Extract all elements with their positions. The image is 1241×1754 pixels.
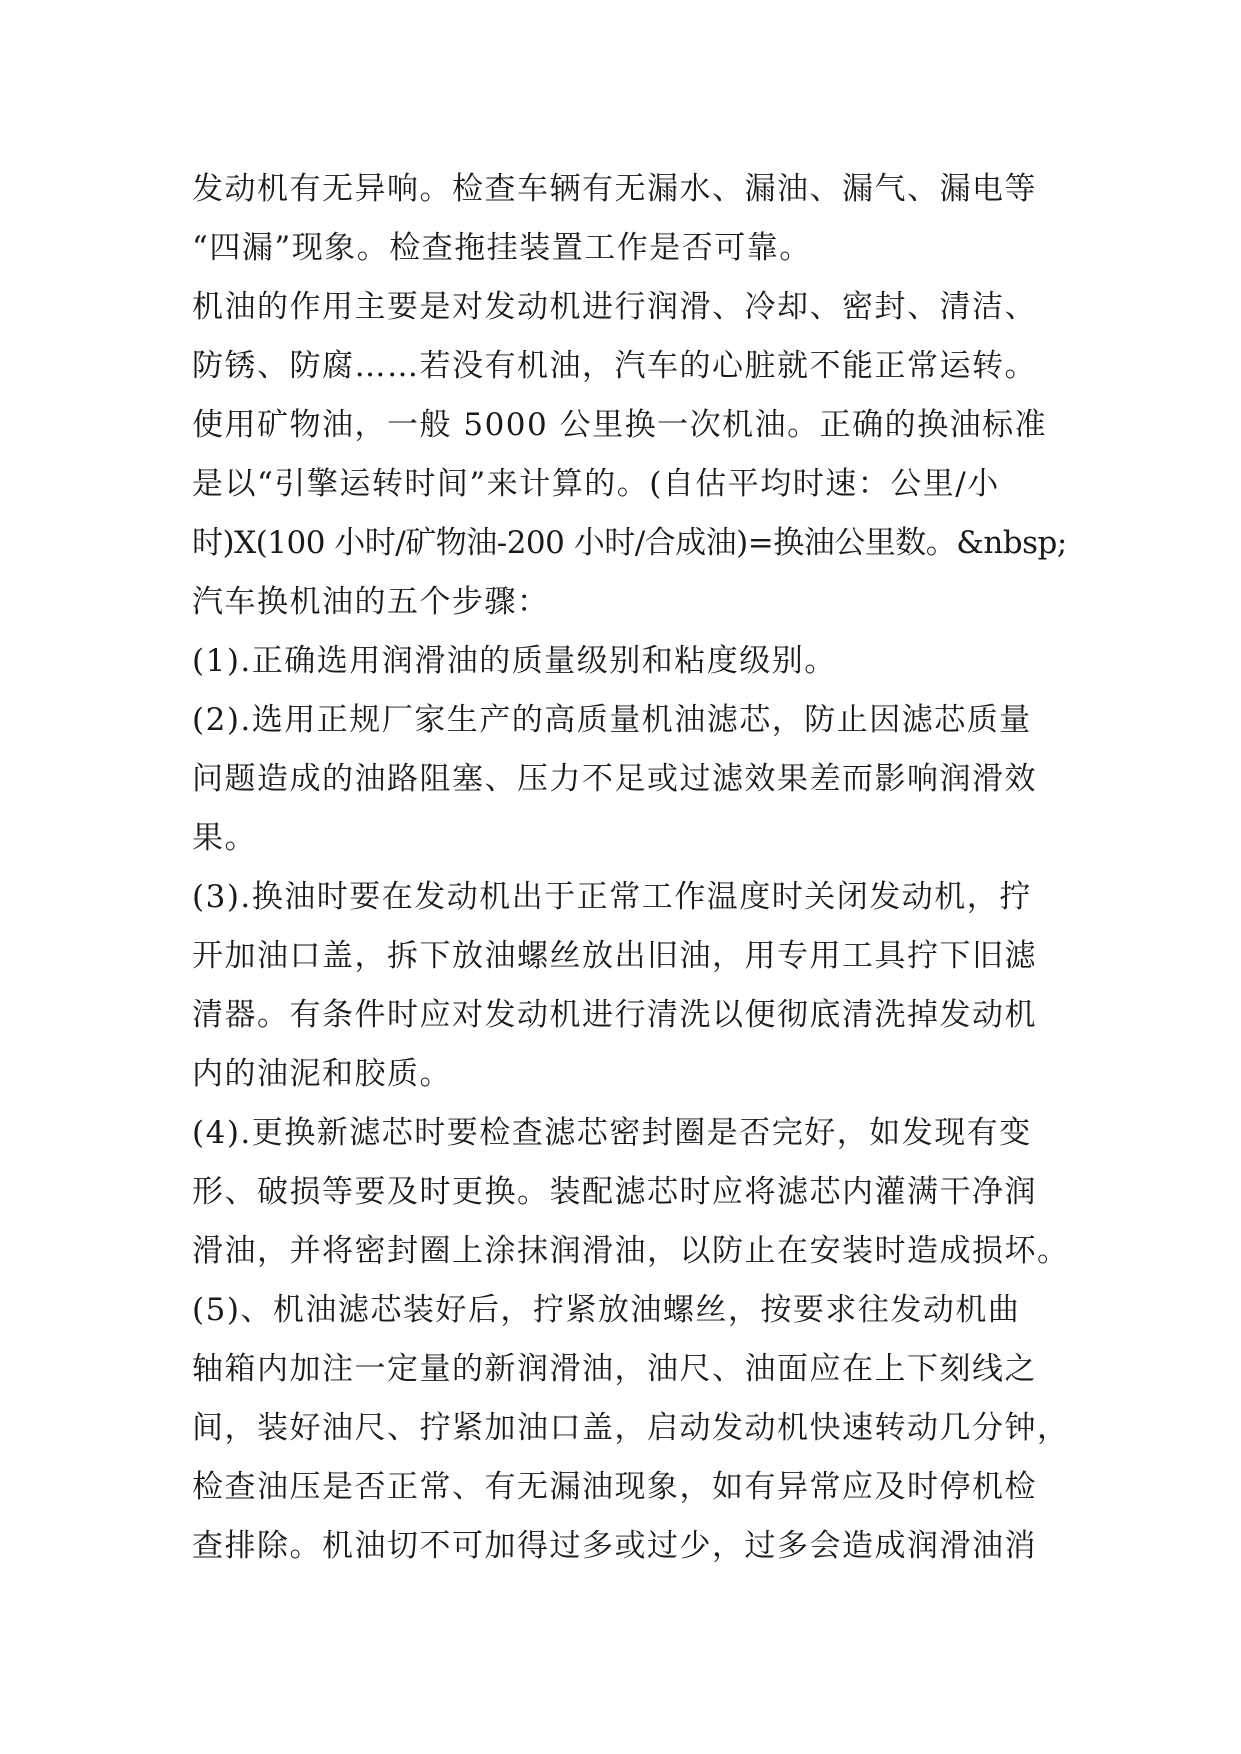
text-line: 开加油口盖，拆下放油螺丝放出旧油，用专用工具拧下旧滤	[192, 938, 1037, 974]
text-line: (2).选用正规厂家生产的高质量机油滤芯，防止因滤芯质量	[192, 702, 1032, 738]
text-line: 滑油，并将密封圈上涂抹润滑油，以防止在安装时造成损坏。	[192, 1233, 1070, 1269]
text-line: 机油的作用主要是对发动机进行润滑、冷却、密封、清洁、	[192, 289, 1037, 325]
text-line: (1).正确选用润滑油的质量级别和粘度级别。	[192, 643, 837, 679]
text-line: “四漏”现象。检查拖挂装置工作是否可靠。	[192, 230, 812, 266]
text-line: 检查油压是否正常、有无漏油现象，如有异常应及时停机检	[192, 1469, 1037, 1505]
text-line: 清器。有条件时应对发动机进行清洗以便彻底清洗掉发动机	[192, 997, 1037, 1033]
text-line: (4).更换新滤芯时要检查滤芯密封圈是否完好，如发现有变	[192, 1115, 1032, 1151]
text-line: 内的油泥和胶质。	[192, 1056, 452, 1092]
text-line: 发动机有无异响。检查车辆有无漏水、漏油、漏气、漏电等	[192, 171, 1037, 207]
text-line: (5)、机油滤芯装好后，拧紧放油螺丝，按要求往发动机曲	[192, 1292, 1021, 1328]
text-line: 使用矿物油，一般 5000 公里换一次机油。正确的换油标准	[192, 407, 1048, 443]
text-line: 轴箱内加注一定量的新润滑油，油尺、油面应在上下刻线之	[192, 1351, 1037, 1387]
text-line: 查排除。机油切不可加得过多或过少，过多会造成润滑油消	[192, 1528, 1037, 1564]
text-line: (3).换油时要在发动机出于正常工作温度时关闭发动机，拧	[192, 879, 1032, 915]
text-line: 防锈、防腐……若没有机油，汽车的心脏就不能正常运转。	[192, 348, 1037, 384]
text-line: 汽车换机油的五个步骤：	[192, 584, 550, 620]
text-line: 间，装好油尺、拧紧加油口盖，启动发动机快速转动几分钟，	[192, 1410, 1070, 1446]
text-line: 是以“引擎运转时间”来计算的。(自估平均时速：公里/小	[192, 466, 1000, 502]
text-line: 果。	[192, 820, 257, 856]
text-line: 时)X(100 小时/矿物油-200 小时/合成油)=换油公里数。&nbsp;	[192, 525, 1067, 561]
text-line: 问题造成的油路阻塞、压力不足或过滤效果差而影响润滑效	[192, 761, 1037, 797]
text-line: 形、破损等要及时更换。装配滤芯时应将滤芯内灌满干净润	[192, 1174, 1037, 1210]
body-text	[192, 160, 1072, 1576]
